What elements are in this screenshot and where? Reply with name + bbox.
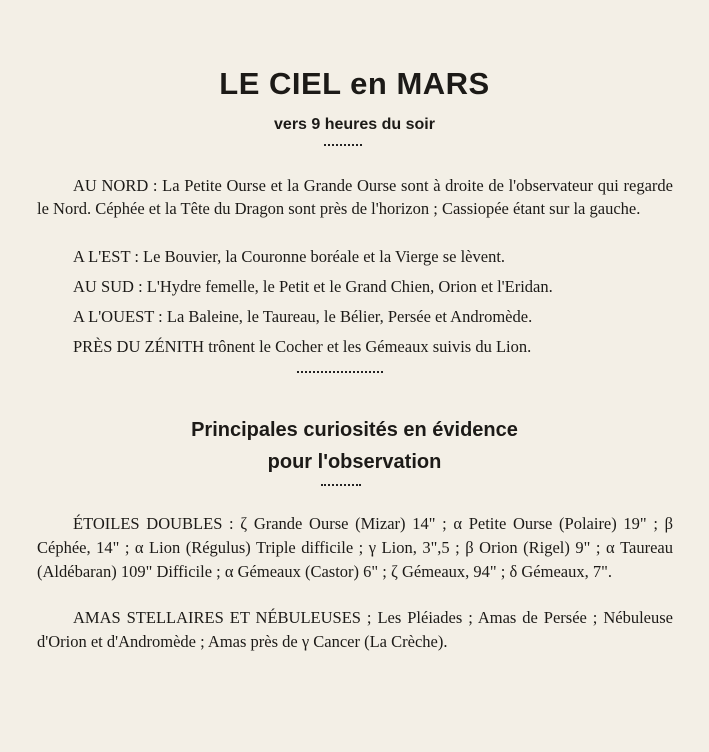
dotted-separator <box>321 484 361 486</box>
section-heading-line1: Principales curiosités en évidence <box>191 419 518 441</box>
paragraph-est: A L'EST : Le Bouvier, la Couronne boréale et la Vierge se lèvent. <box>73 247 506 266</box>
paragraph-sud: AU SUD : L'Hydre femelle, le Petit et le Grand Chien, Orion et l'Eridan. <box>73 277 553 296</box>
section-heading-line2: pour l'observation <box>267 451 442 473</box>
paragraph-double-stars: ÉTOILES DOUBLES : ζ Grande Ourse (Mizar) 14" ; α Petite Ourse (Polaire) 19" ; β Céphée, 14" ; α Lion (Régulus) Triple difficile ; γ Lion, 3",5 ; β Orion (Rigel) 9" ; α Taureau (Aldébaran) 109" Difficile ; α Gémeaux (Castor) 6" ; ζ Gémeaux, 94" ; δ Gémeaux, 7". <box>37 514 673 581</box>
paragraph-ouest: A L'OUEST : La Baleine, le Taureau, le Bélier, Persée et Andromède. <box>73 307 533 326</box>
page-title: LE CIEL en MARS <box>219 66 490 101</box>
dotted-separator <box>324 144 362 146</box>
page-subtitle: vers 9 heures du soir <box>274 116 435 133</box>
dotted-separator <box>297 371 383 373</box>
paragraph-nord: AU NORD : La Petite Ourse et la Grande Ourse sont à droite de l'observateur qui regarde le Nord. Céphée et la Tête du Dragon sont près de l'horizon ; Cassiopée étant sur la gauche. <box>37 176 673 218</box>
paragraph-zenith: PRÈS DU ZÉNITH trônent le Cocher et les Gémeaux suivis du Lion. <box>73 337 532 356</box>
paragraph-clusters-nebulae: AMAS STELLAIRES ET NÉBULEUSES ; Les Pléiades ; Amas de Persée ; Nébuleuse d'Orion et d'Andromède ; Amas près de γ Cancer (La Crèche). <box>37 608 673 651</box>
